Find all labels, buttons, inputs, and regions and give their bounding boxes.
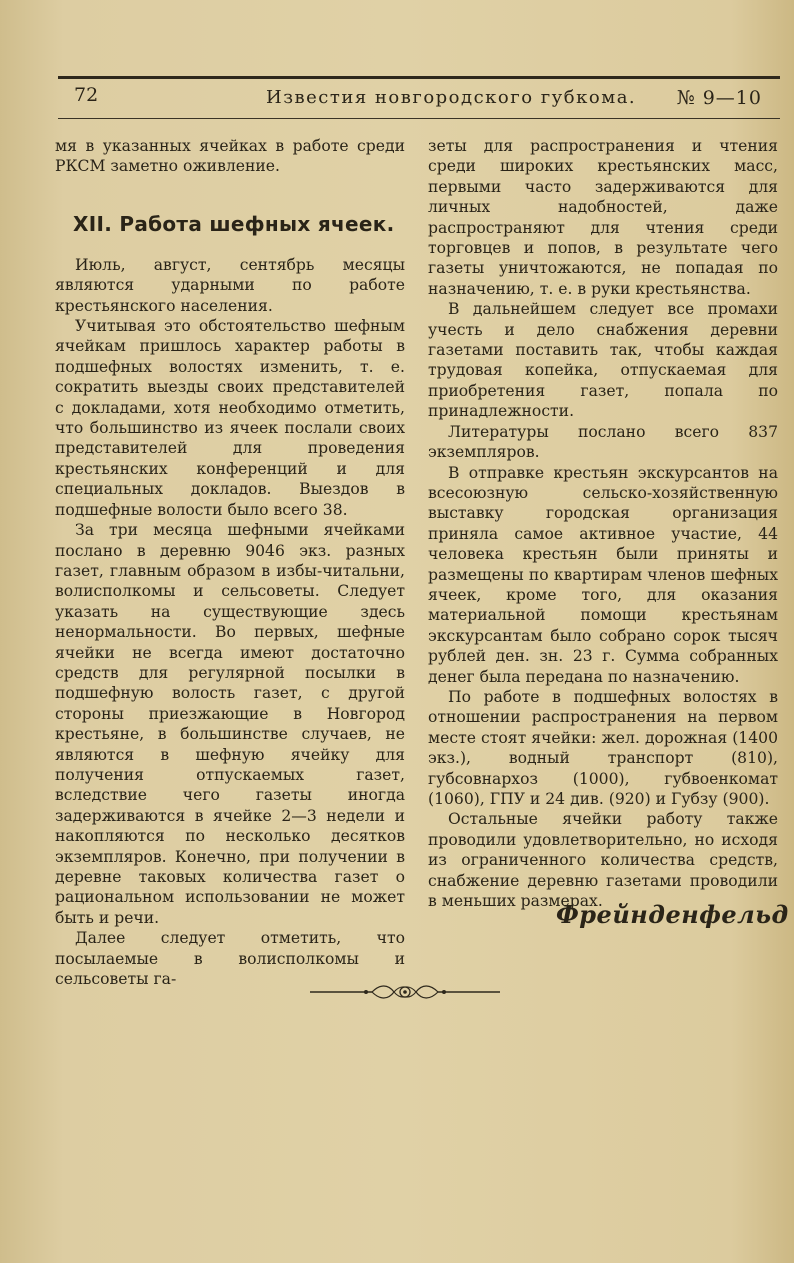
paragraph: По работе в подшефных волостях в отношении распространения на первом месте стоят ячейки: жел. дорожная (1400 экз.), водный транспорт (810), губсовнархоз (1000), губвоенкомат (1060), ГПУ и 24 див. (920) и Губзу (900). [428, 687, 778, 808]
decorative-divider-ornament-icon [310, 980, 500, 1004]
paragraph: Литературы послано всего 837 экземпляров. [428, 422, 778, 462]
paragraph-continuation: зеты для распространения и чтения среди широких крестьянских масс, первыми часто задерживаются для личных надобностей, даже распространяют для чтения среди торговцев и попов, в результате чего газеты уничтожаются, не попадая по назначению, т. е. в руки крестьянства. [428, 137, 778, 298]
paragraph: Остальные ячейки работу также проводили удовлетворительно, но исходя из ограниченного количества средств, снабжение деревню газетами проводили в меньших размерах. [428, 810, 778, 911]
issue-number: № 9—10 [676, 87, 762, 109]
page-header [58, 84, 780, 114]
header-top-rule [58, 76, 780, 79]
paragraph: В дальнейшем следует все промахи учесть и дело снабжения деревни газетами поставить так, чтобы каждая трудовая копейка, отпускаемая для приобретения газет, попала по принадлежности. [428, 300, 778, 421]
header-bottom-rule [58, 118, 780, 119]
author-signature: Фрейнденфельд [556, 900, 789, 929]
paragraph: Далее следует отметить, что посылаемые в волисполкомы и сельсоветы га- [55, 929, 405, 989]
page-number: 72 [74, 84, 99, 106]
paragraph: За три месяца шефными ячейками послано в деревню 9046 экз. разных газет, главным образом в избы-читальни, волисполкомы и сельсоветы. Следует указать на существующие здесь ненормальности. Во первых, шефные ячейки не всегда имеют достаточно средств для регулярной посылки в подшефную волость газет, с другой стороны приезжающие в Новгород крестьяне, в большинстве случаев, не являются в шефную ячейку для получения отпускаемых газет, вследствие чего газеты иногда задерживаются в ячейке 2—3 недели и накопляются по несколько десятков экземпляров. Конечно, при получении в деревне таковых количества газет о рациональном использовании не может быть и речи. [55, 521, 405, 927]
journal-title: Известия новгородского губкома. [266, 87, 637, 108]
section-heading: XII. Работа шефных ячеек. [73, 211, 395, 236]
right-column [428, 136, 778, 911]
paragraph: Учитывая это обстоятельство шефным ячейкам пришлось характер работы в подшефных волостях изменить, т. е. сократить выезды своих представителей с докладами, хотя необходимо отметить, что большинство из ячеек послали своих представителей для проведения крестьянских конференций и для специальных докладов. Выездов в подшефные волости было всего 38. [55, 317, 405, 519]
paragraph-continuation: мя в указанных ячейках в работе среди РКСМ заметно оживление. [55, 137, 405, 176]
paragraph: Июль, август, сентябрь месяцы являются ударными по работе крестьянского населения. [55, 255, 405, 315]
paragraph: В отправке крестьян экскурсантов на всесоюзную сельско-хозяйственную выставку городская организация приняла самое активное участие, 44 человека крестьян были приняты и размещены по квартирам членов шефных ячеек, кроме того, для оказания материальной помощи крестьянам экскурсантам было собрано сорок тысяч рублей ден. зн. 23 г. Сумма собранных денег была передана по назначению. [428, 463, 778, 686]
left-column [55, 136, 405, 989]
